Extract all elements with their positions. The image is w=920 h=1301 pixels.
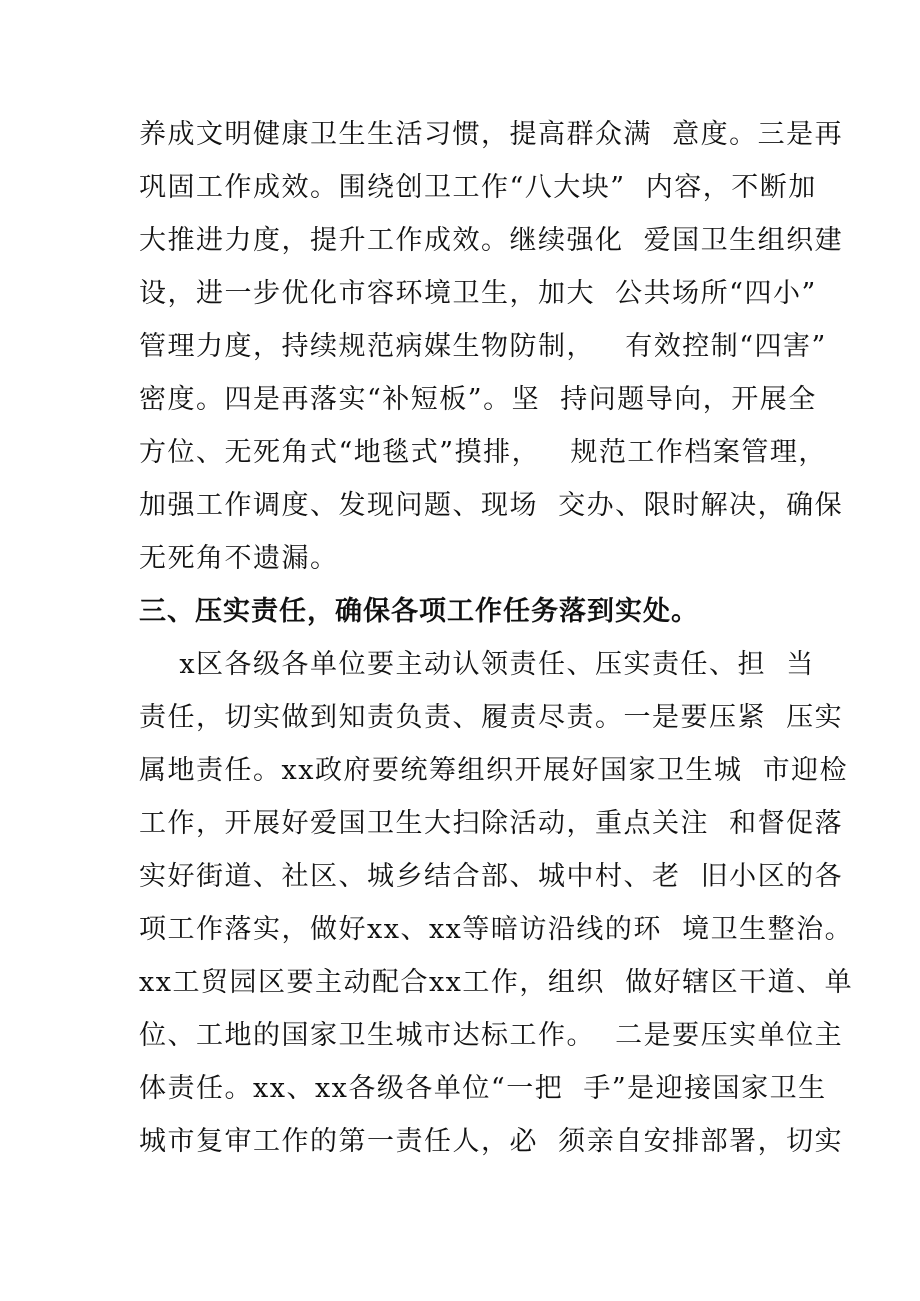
paragraph-line: 大推进力度，提升工作成效。继续强化 爱国卫生组织建 [139,225,844,256]
paragraph-line: 城市复审工作的第一责任人，必 须亲自安排部署，切实 [139,1126,844,1157]
paragraph-line: 养成文明健康卫生生活习惯，提高群众满 意度。三是再 [139,119,844,150]
paragraph-line: 管理力度，持续规范病媒生物防制， 有效控制“四害” [139,331,827,362]
paragraph-line: 巩固工作成效。围绕创卫工作“八大块” 内容，不断加 [139,172,817,203]
paragraph-line: 实好街道、社区、城乡结合部、城中村、老 旧小区的各 [139,861,844,892]
paragraph-line: 体责任。xx、xx各级各单位“一把 手”是迎接国家卫生 [139,1073,827,1104]
paragraph-line: 属地责任。xx政府要统筹组织开展好国家卫生城 市迎检 [139,755,849,786]
paragraph-line: 无死角不遗漏。 [139,543,339,574]
paragraph-line: 责任，切实做到知责负责、履责尽责。一是要压紧 压实 [139,702,844,733]
paragraph-line: x区各级各单位要主动认领责任、压实责任、担 当 [139,649,815,680]
paragraph-line: xx工贸园区要主动配合xx工作，组织 做好辖区干道、单 [139,967,854,998]
paragraph-line: 位、工地的国家卫生城市达标工作。 二是要压实单位主 [139,1020,844,1051]
paragraph-line: 设，进一步优化市容环境卫生，加大 公共场所“四小” [139,278,817,309]
paragraph-line: 项工作落实，做好xx、xx等暗访沿线的环 境卫生整治。 [139,914,854,945]
paragraph-line: 方位、无死角式“地毯式”摸排， 规范工作档案管理， [139,437,827,468]
paragraph-line: 加强工作调度、发现问题、现场 交办、限时解决，确保 [139,490,844,521]
paragraph-line: 工作，开展好爱国卫生大扫除活动，重点关注 和督促落 [139,808,844,839]
paragraph-line: 密度。四是再落实“补短板”。坚 持问题导向，开展全 [139,384,817,415]
section-heading: 三、压实责任，确保各项工作任务落到实处。 [139,596,699,627]
